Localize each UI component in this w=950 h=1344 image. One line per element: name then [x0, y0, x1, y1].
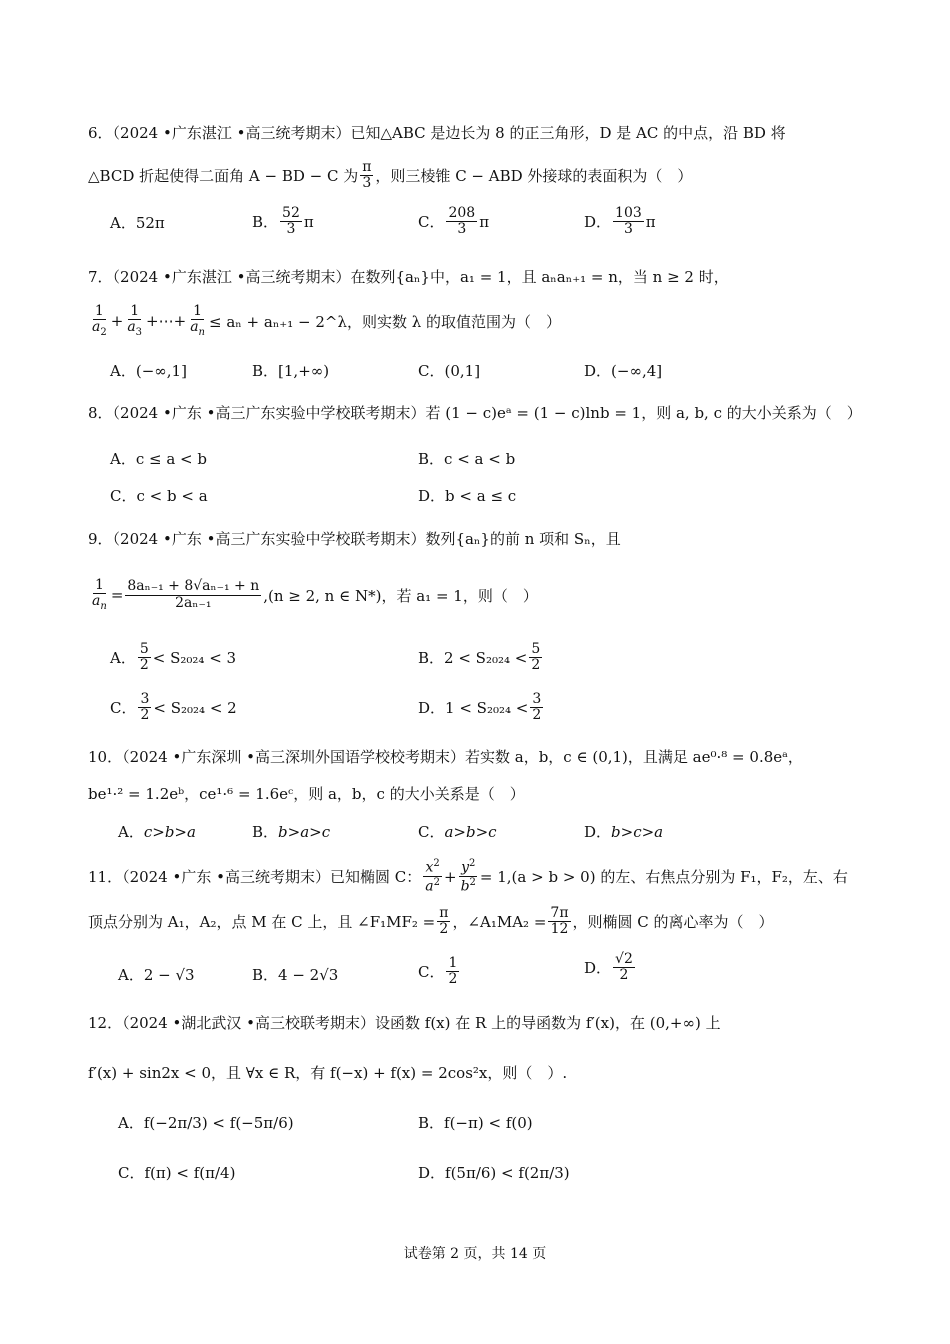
q6-option-c[interactable]: C． $\frac{208}{3}$ π: [418, 205, 490, 238]
page-footer: 试卷第 2 页，共 14 页: [403, 1246, 547, 1262]
q7-option-a[interactable]: A． (−∞,1]: [110, 361, 187, 380]
q12-option-d[interactable]: D． f(5π/6) < f(2π/3): [418, 1163, 570, 1182]
q8-option-d[interactable]: D． b < a ≤ c: [418, 486, 517, 505]
q12-line1: 12．（2024 •湖北武汉 •高三校联考期末）设函数 f(x) 在 R 上的导函数为 f′(x)，在 (0,+∞) 上: [88, 1014, 721, 1032]
q11-option-d[interactable]: D． $\frac{√2}{2}$: [584, 951, 633, 984]
q8-option-b[interactable]: B． c < a < b: [418, 449, 516, 468]
q8-line1: 8．（2024 •广东 •高三广东实验中学校联考期末）若 (1 − c)eᵃ = (1 − c)lnb = 1，则 a, b, c 的大小关系为（ ）: [88, 404, 862, 422]
q10-line1: 10．（2024 •广东深圳 •高三深圳外国语学校校考期末）若实数 a，b，c ∈ (0,1)，且满足 ae⁰·⁸ = 0.8eᵃ，: [88, 748, 803, 766]
q11-line2: 顶点分别为 A₁，A₂，点 M 在 C 上，且 ∠F₁MF₂ = $\frac{\pi}{2}$ ，∠A₁MA₂ = $\frac{7\pi}{12}$ ，则椭圆 C 的离心率为（ ）: [88, 905, 774, 938]
q9-option-b[interactable]: B． 2 < S₂₀₂₄ < $\frac{5}{2}$: [418, 641, 541, 674]
q10-option-a[interactable]: A． c>b>a: [118, 822, 196, 841]
q11-line1: 11．（2024 •广东 •高三统考期末）已知椭圆 C： $\frac{x^2}{a^2}$ + $\frac{y^2}{b^2}$ = 1,(a > b > 0) 的左、右焦点分别为 F₁，F₂，左、右: [88, 858, 848, 895]
q8-option-a[interactable]: A． c ≤ a < b: [110, 449, 207, 468]
q8-option-c[interactable]: C． c < b < a: [110, 486, 208, 505]
q10-line2: be¹·² = 1.2eᵇ，ce¹·⁶ = 1.6eᶜ，则 a，b，c 的大小关系是（ ）: [88, 785, 525, 803]
q7-option-c[interactable]: C． (0,1]: [418, 361, 481, 380]
q7-line1: 7．（2024 •广东湛江 •高三统考期末）在数列{aₙ}中，a₁ = 1，且 aₙaₙ₊₁ = n，当 n ≥ 2 时，: [88, 268, 729, 286]
q9-line2: $\frac{1}{a_n}$ = $\frac{\text{8aₙ₋₁ + 8√aₙ₋₁ + n}}{\text{2aₙ₋₁}}$ ,(n ≥ 2, n ∈ N*)，若 a₁ = 1，则（ ）: [92, 577, 538, 613]
q9-option-d[interactable]: D． 1 < S₂₀₂₄ < $\frac{3}{2}$: [418, 691, 542, 724]
q9-option-a[interactable]: A． $\frac{5}{2}$ < S₂₀₂₄ < 3: [110, 641, 237, 674]
q7-option-d[interactable]: D． (−∞,4]: [584, 361, 663, 380]
q10-option-d[interactable]: D． b>c>a: [584, 822, 664, 841]
q7-option-b[interactable]: B． [1,+∞): [252, 361, 330, 380]
q9-option-c[interactable]: C． $\frac{3}{2}$ < S₂₀₂₄ < 2: [110, 691, 237, 724]
q6-option-b[interactable]: B． $\frac{52}{3}$ π: [252, 205, 314, 238]
q6-line1: 6．（2024 •广东湛江 •高三统考期末）已知△ABC 是边长为 8 的正三角形，D 是 AC 的中点，沿 BD 将: [88, 124, 786, 142]
q10-option-c[interactable]: C． a>b>c: [418, 822, 497, 841]
q9-line1: 9．（2024 •广东 •高三广东实验中学校联考期末）数列{aₙ}的前 n 项和 Sₙ，且: [88, 530, 621, 548]
q12-option-a[interactable]: A． f(−2π/3) < f(−5π/6): [118, 1113, 294, 1132]
q6-option-a[interactable]: A． 52π: [110, 213, 165, 232]
q10-option-b[interactable]: B． b>a>c: [252, 822, 331, 841]
q6-option-d[interactable]: D． $\frac{103}{3}$ π: [584, 205, 656, 238]
q7-line2: $\frac{1}{a_2}$ + $\frac{1}{a_3}$ +⋯+ $\frac{1}{a_n}$ ≤ aₙ + aₙ₊₁ − 2^λ，则实数 λ 的取值范围为（ ）: [92, 303, 562, 339]
q11-option-a[interactable]: A． 2 − √3: [118, 965, 195, 984]
q12-option-b[interactable]: B． f(−π) < f(0): [418, 1113, 533, 1132]
q11-option-b[interactable]: B． 4 − 2√3: [252, 965, 339, 984]
q12-line2: f′(x) + sin2x < 0，且 ∀x ∈ R，有 f(−x) + f(x) = 2cos²x，则（ ）.: [88, 1064, 568, 1082]
q12-option-c[interactable]: C． f(π) < f(π/4): [118, 1163, 236, 1182]
q11-option-c[interactable]: C． $\frac{1}{2}$: [418, 955, 458, 988]
q6-frac: $\frac{\pi}{3}$: [362, 159, 372, 192]
q6-line2: △BCD 折起使得二面角 A − BD − C 为 $\frac{\pi}{3}$ ，则三棱锥 C − ABD 外接球的表面积为（ ）: [88, 159, 693, 192]
